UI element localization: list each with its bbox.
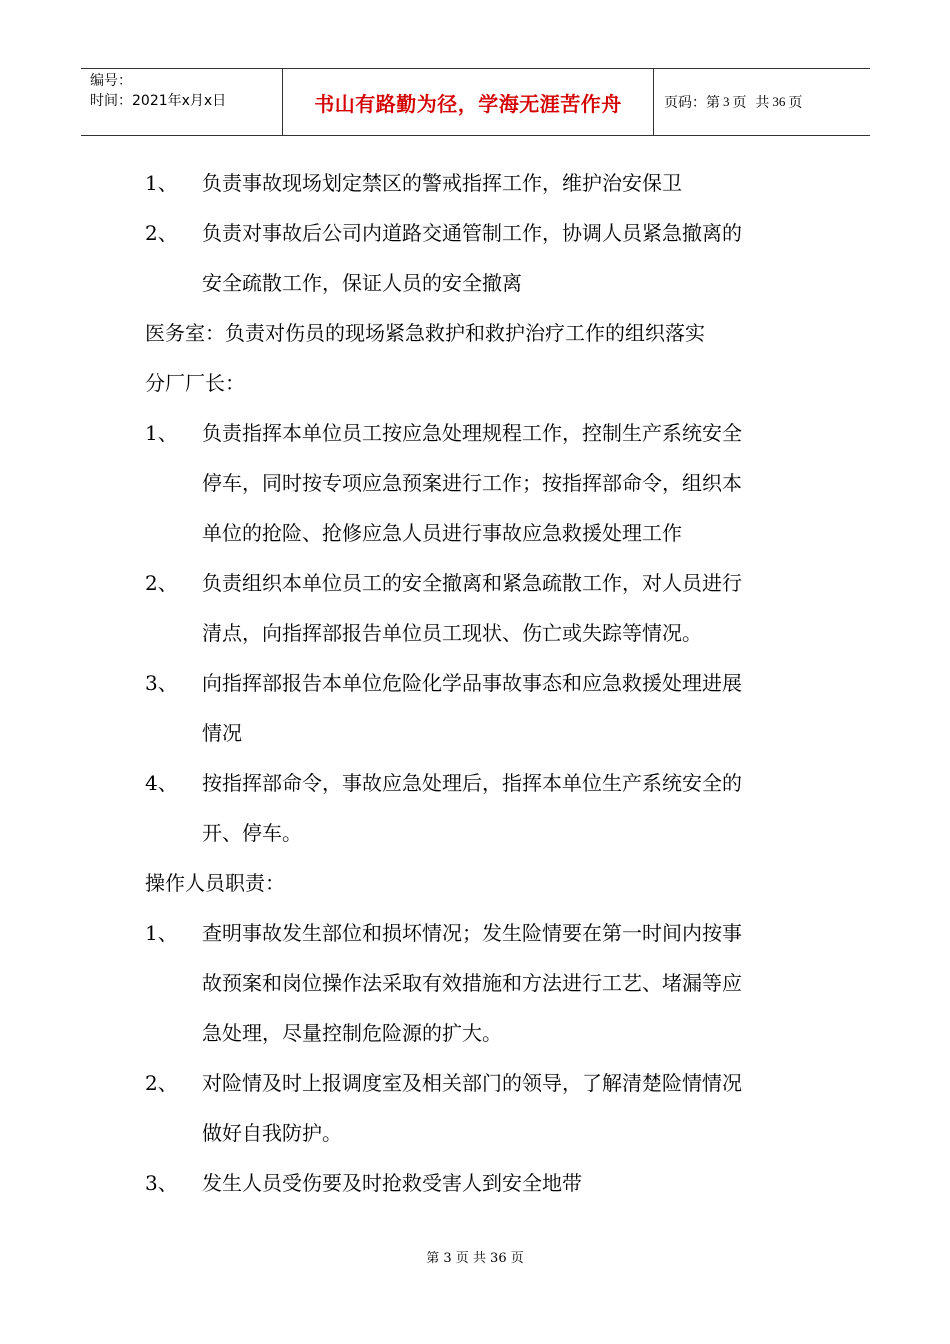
list-number: 1、 — [145, 171, 178, 195]
page-suffix: 页 — [788, 95, 803, 111]
body-line: 安全疏散工作，保证人员的安全撤离 — [202, 271, 522, 295]
list-number: 2、 — [145, 1071, 178, 1095]
section-heading: 操作人员职责： — [145, 871, 285, 895]
page-total: 36 — [772, 94, 786, 109]
body-line: 做好自我防护。 — [202, 1121, 342, 1145]
list-number: 2、 — [145, 571, 178, 595]
list-number: 2、 — [145, 221, 178, 245]
list-number: 1、 — [145, 421, 178, 445]
body-line: 负责对事故后公司内道路交通管制工作，协调人员紧急撤离的 — [202, 221, 742, 245]
body-line: 急处理，尽量控制危险源的扩大。 — [202, 1021, 502, 1045]
body-line: 情况 — [202, 721, 242, 745]
time-label: 时间：2021年x月x日 — [90, 93, 227, 109]
body-line: 故预案和岗位操作法采取有效措施和方法进行工艺、堵漏等应 — [202, 971, 742, 995]
body-line: 单位的抢险、抢修应急人员进行事故应急救援处理工作 — [202, 521, 682, 545]
section-heading: 分厂厂长： — [145, 371, 245, 395]
body-line: 发生人员受伤要及时抢救受害人到安全地带 — [202, 1171, 582, 1195]
page-prefix: 页码：第 — [664, 95, 720, 111]
body-line: 对险情及时上报调度室及相关部门的领导，了解清楚险情情况 — [202, 1071, 742, 1095]
body-line: 负责事故现场划定禁区的警戒指挥工作，维护治安保卫 — [202, 171, 682, 195]
body-line: 向指挥部报告本单位危险化学品事故事态和应急救援处理进展 — [202, 671, 742, 695]
motto-text: 书山有路勤为径，学海无涯苦作舟 — [314, 91, 622, 116]
document-header — [81, 68, 870, 136]
body-line: 停车，同时按专项应急预案进行工作；按指挥部命令，组织本 — [202, 471, 742, 495]
header-page-info — [654, 69, 870, 135]
body-line: 按指挥部命令，事故应急处理后，指挥本单位生产系统安全的 — [202, 771, 742, 795]
body-line: 负责指挥本单位员工按应急处理规程工作，控制生产系统安全 — [202, 421, 742, 445]
serial-label: 编号： — [90, 73, 132, 89]
list-number: 3、 — [145, 671, 178, 695]
list-number: 1、 — [145, 921, 178, 945]
page-footer: 第 3 页 共 36 页 — [426, 1251, 524, 1266]
header-meta — [81, 69, 282, 135]
body-line: 清点，向指挥部报告单位员工现状、伤亡或失踪等情况。 — [202, 621, 702, 645]
body-line: 查明事故发生部位和损坏情况；发生险情要在第一时间内按事 — [202, 921, 742, 945]
list-number: 4、 — [145, 771, 178, 795]
list-number: 3、 — [145, 1171, 178, 1195]
header-motto — [282, 69, 654, 135]
page-mid: 页 共 — [732, 95, 770, 111]
section-line: 医务室：负责对伤员的现场紧急救护和救护治疗工作的组织落实 — [145, 321, 705, 345]
page-number: 3 — [723, 94, 730, 109]
body-line: 负责组织本单位员工的安全撤离和紧急疏散工作，对人员进行 — [202, 571, 742, 595]
body-line: 开、停车。 — [202, 821, 302, 845]
